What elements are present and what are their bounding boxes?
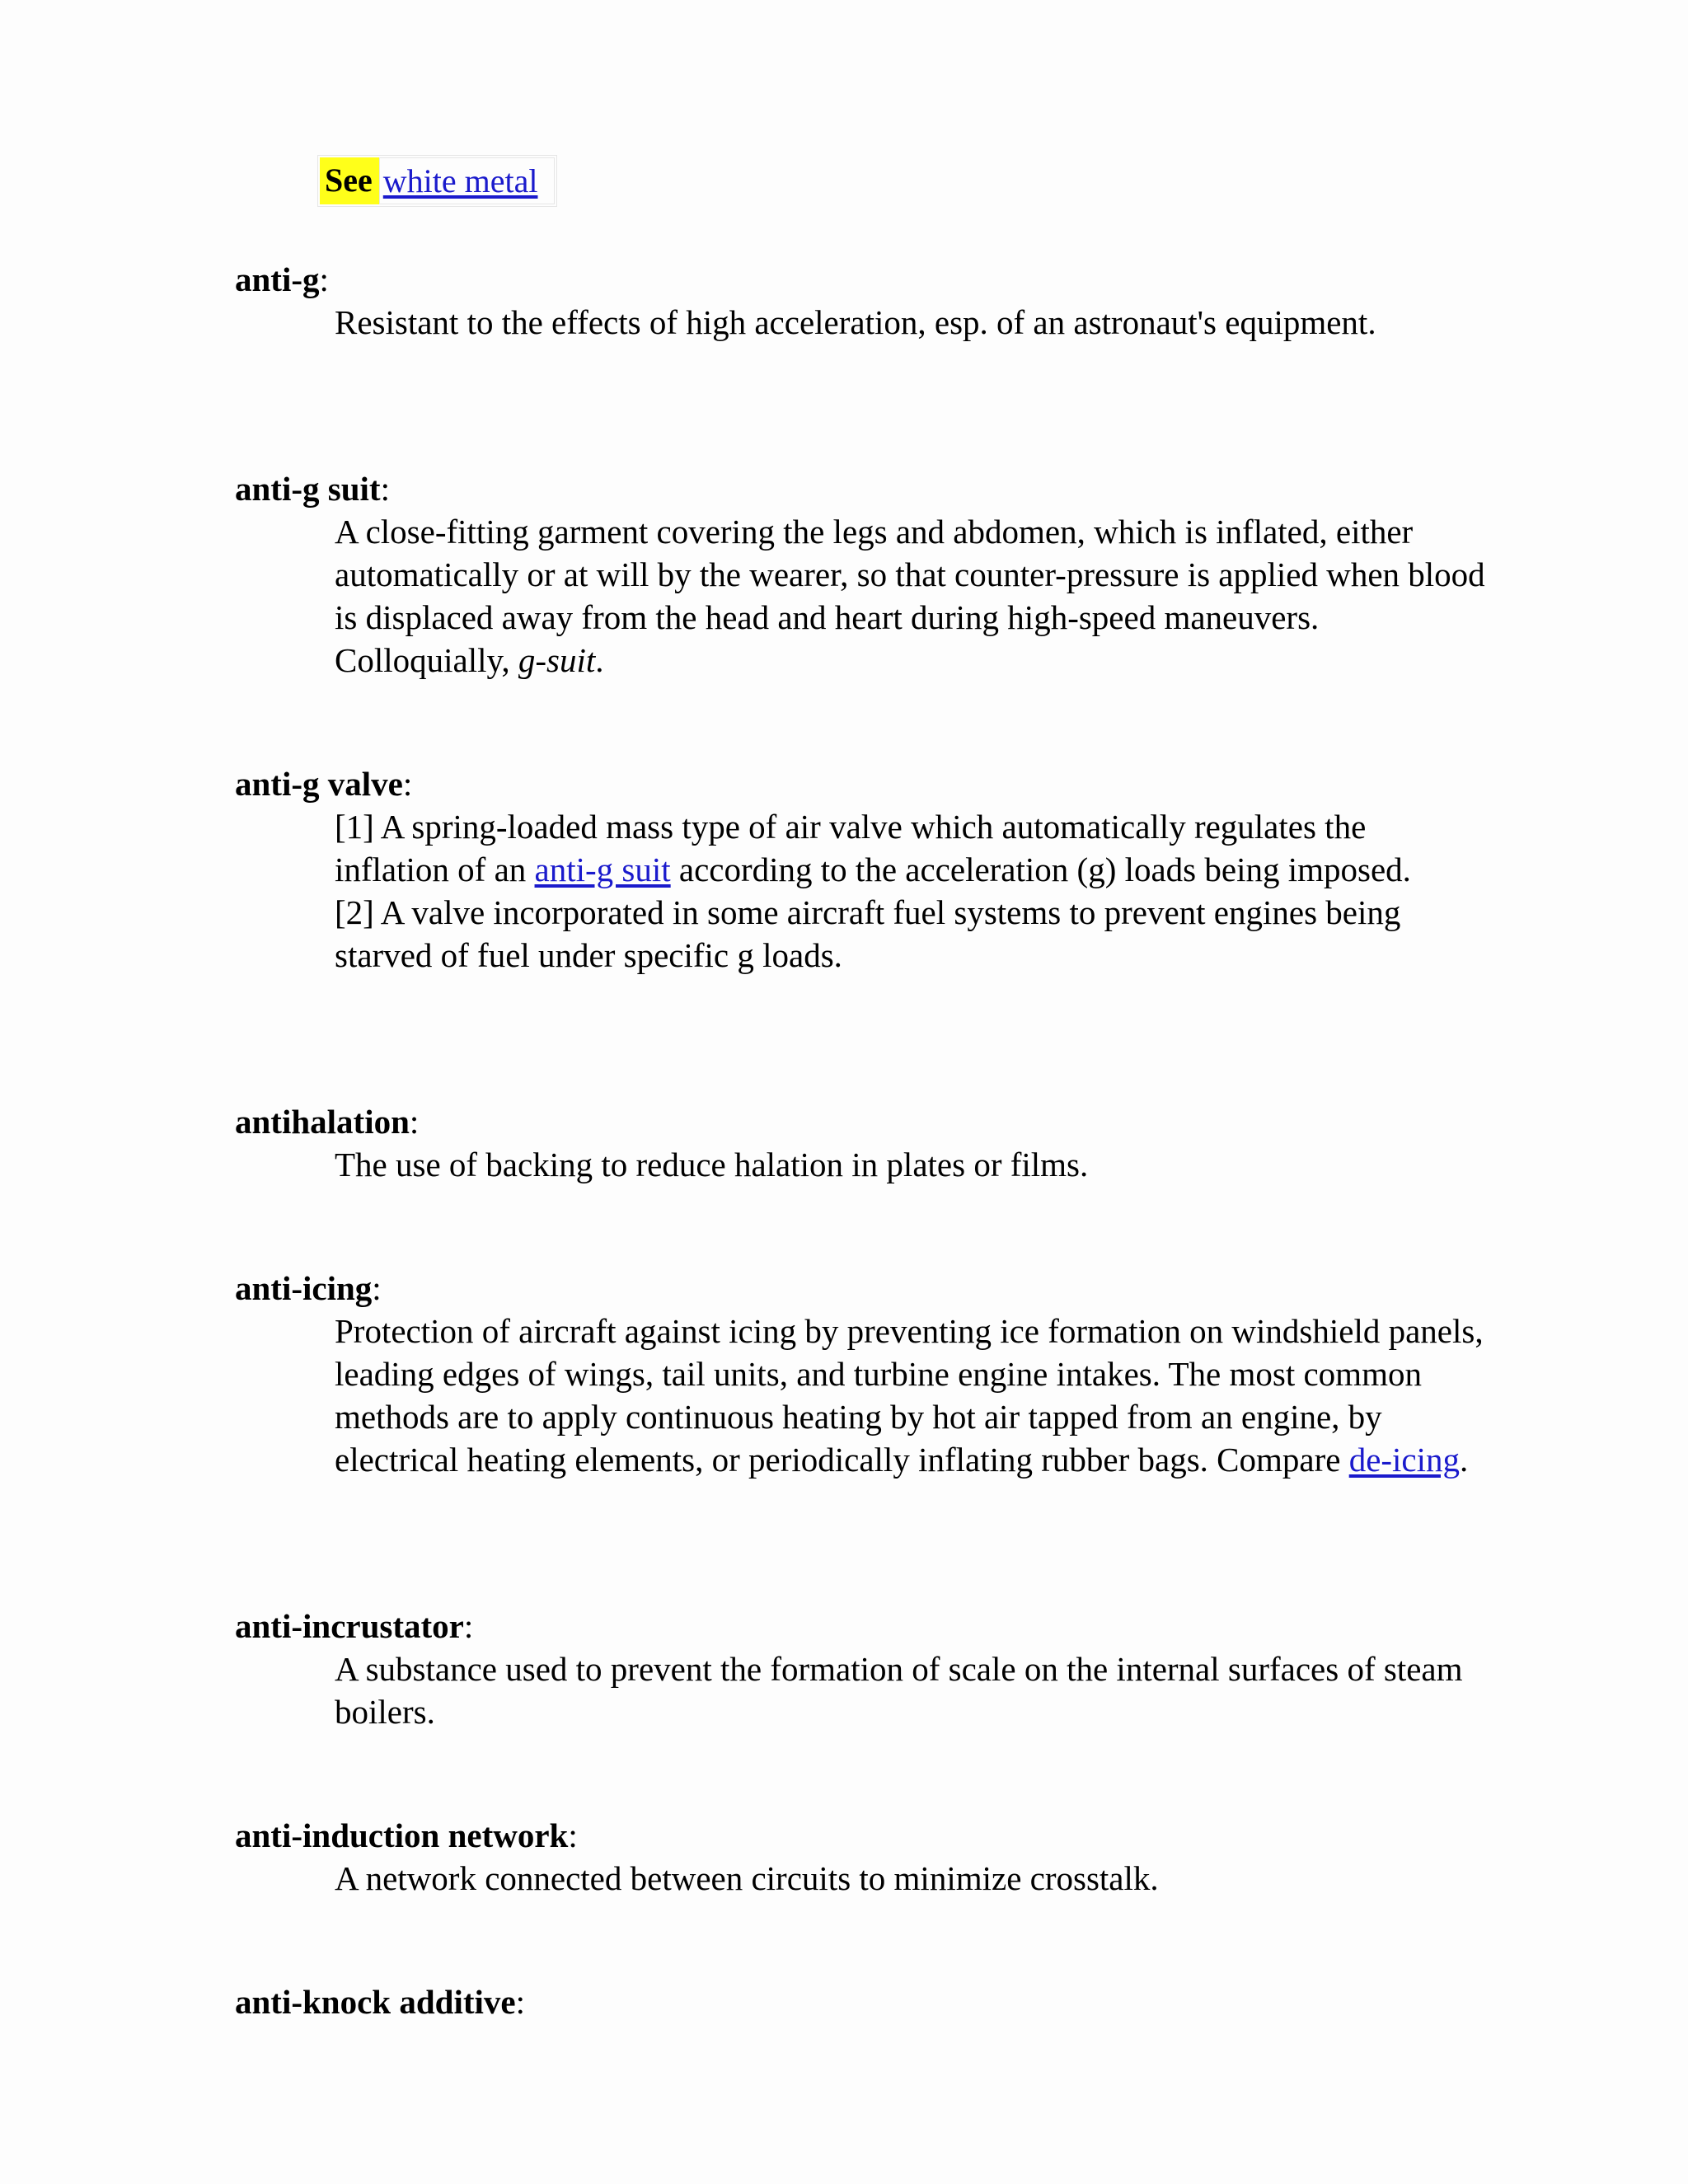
de-icing-link[interactable]: de-icing <box>1348 1441 1461 1479</box>
entry-heading <box>235 258 1488 301</box>
definition-text <box>335 510 1488 682</box>
sense-1-text-end: according to the acceleration (g) loads being imposed. <box>670 851 1411 888</box>
anti-g-suit-link[interactable]: anti-g suit <box>534 851 671 888</box>
term-colon: : <box>515 1983 525 2021</box>
definition-text: A network connected between circuits to minimize crosstalk. <box>335 1859 1159 1897</box>
entry-definition <box>335 805 1488 977</box>
entry-term: anti-g <box>235 260 320 298</box>
entry-definition <box>335 1310 1488 1481</box>
entry-definition <box>335 1647 1488 1733</box>
definition-text-end: . <box>595 641 604 679</box>
glossary-entry-anti-induction-network <box>235 1814 1488 1900</box>
definition-text-end: . <box>1460 1441 1469 1479</box>
entry-term: anti-icing <box>235 1269 373 1307</box>
entry-heading <box>235 1100 1488 1143</box>
entry-definition <box>335 301 1488 344</box>
term-colon: : <box>372 1269 382 1307</box>
entry-heading <box>235 1814 1488 1857</box>
entry-term: anti-g valve <box>235 765 403 803</box>
glossary-entry-anti-g-valve <box>235 762 1488 977</box>
glossary-entry-anti-incrustator <box>235 1605 1488 1733</box>
white-metal-link[interactable]: white metal <box>382 162 538 199</box>
entry-heading <box>235 467 1488 510</box>
term-colon: : <box>380 470 390 508</box>
definition-italic-term: g-suit <box>518 641 596 679</box>
glossary-entry-anti-g <box>235 258 1488 344</box>
see-also-box <box>317 155 557 207</box>
definition-text <box>335 1310 1488 1481</box>
entry-definition <box>335 1143 1488 1186</box>
glossary-entry-anti-icing <box>235 1267 1488 1481</box>
definition-sense-2: [2] A valve incorporated in some aircraft fuel systems to prevent engines being starved of fuel under specific g loads. <box>335 893 1401 974</box>
definition-text: The use of backing to reduce halation in plates or films. <box>335 1146 1089 1183</box>
term-colon: : <box>402 765 413 803</box>
entry-heading <box>235 1267 1488 1310</box>
entry-term: anti-induction network <box>235 1816 569 1854</box>
entry-heading <box>235 1605 1488 1647</box>
entry-heading <box>235 762 1488 805</box>
see-label: See <box>320 157 379 204</box>
entry-term: anti-incrustator <box>235 1607 464 1645</box>
entry-term: anti-g suit <box>235 470 381 508</box>
definition-text: A substance used to prevent the formation of scale on the internal surfaces of steam boilers. <box>335 1650 1463 1731</box>
term-colon: : <box>409 1103 420 1141</box>
glossary-entry-anti-knock-additive <box>235 1980 1488 2023</box>
entry-definition <box>335 1857 1488 1900</box>
glossary-entry-antihalation <box>235 1100 1488 1186</box>
definition-text-main: Protection of aircraft against icing by preventing ice formation on windshield panels, leading edges of wings, tail units, and turbine engine intakes. The most common methods are to apply continuous heating by hot air tapped from an engine, by electrical heating elements, or periodically inflating rubber bags. Compare <box>335 1312 1484 1479</box>
see-link-cell <box>379 157 556 204</box>
glossary-entry-anti-g-suit <box>235 467 1488 682</box>
sense-1-text: [1] A spring-loaded mass type of air valve which automatically regulates the inflation of an <box>335 808 1367 888</box>
term-colon: : <box>568 1816 578 1854</box>
entry-definition <box>335 510 1488 682</box>
entry-heading <box>235 1980 1488 2023</box>
entry-term: antihalation <box>235 1103 410 1141</box>
definition-text-main: A close-fitting garment covering the legs and abdomen, which is inflated, either automatically or at will by the wearer, so that counter-pressure is applied when blood is displaced away from the head and heart during high-speed maneuvers. Colloquially, <box>335 513 1485 679</box>
definition-text: Resistant to the effects of high acceleration, esp. of an astronaut's equipment. <box>335 303 1376 341</box>
entry-term: anti-knock additive <box>235 1983 516 2021</box>
term-colon: : <box>463 1607 474 1645</box>
definition-sense-1 <box>335 805 1488 891</box>
term-colon: : <box>319 260 329 298</box>
